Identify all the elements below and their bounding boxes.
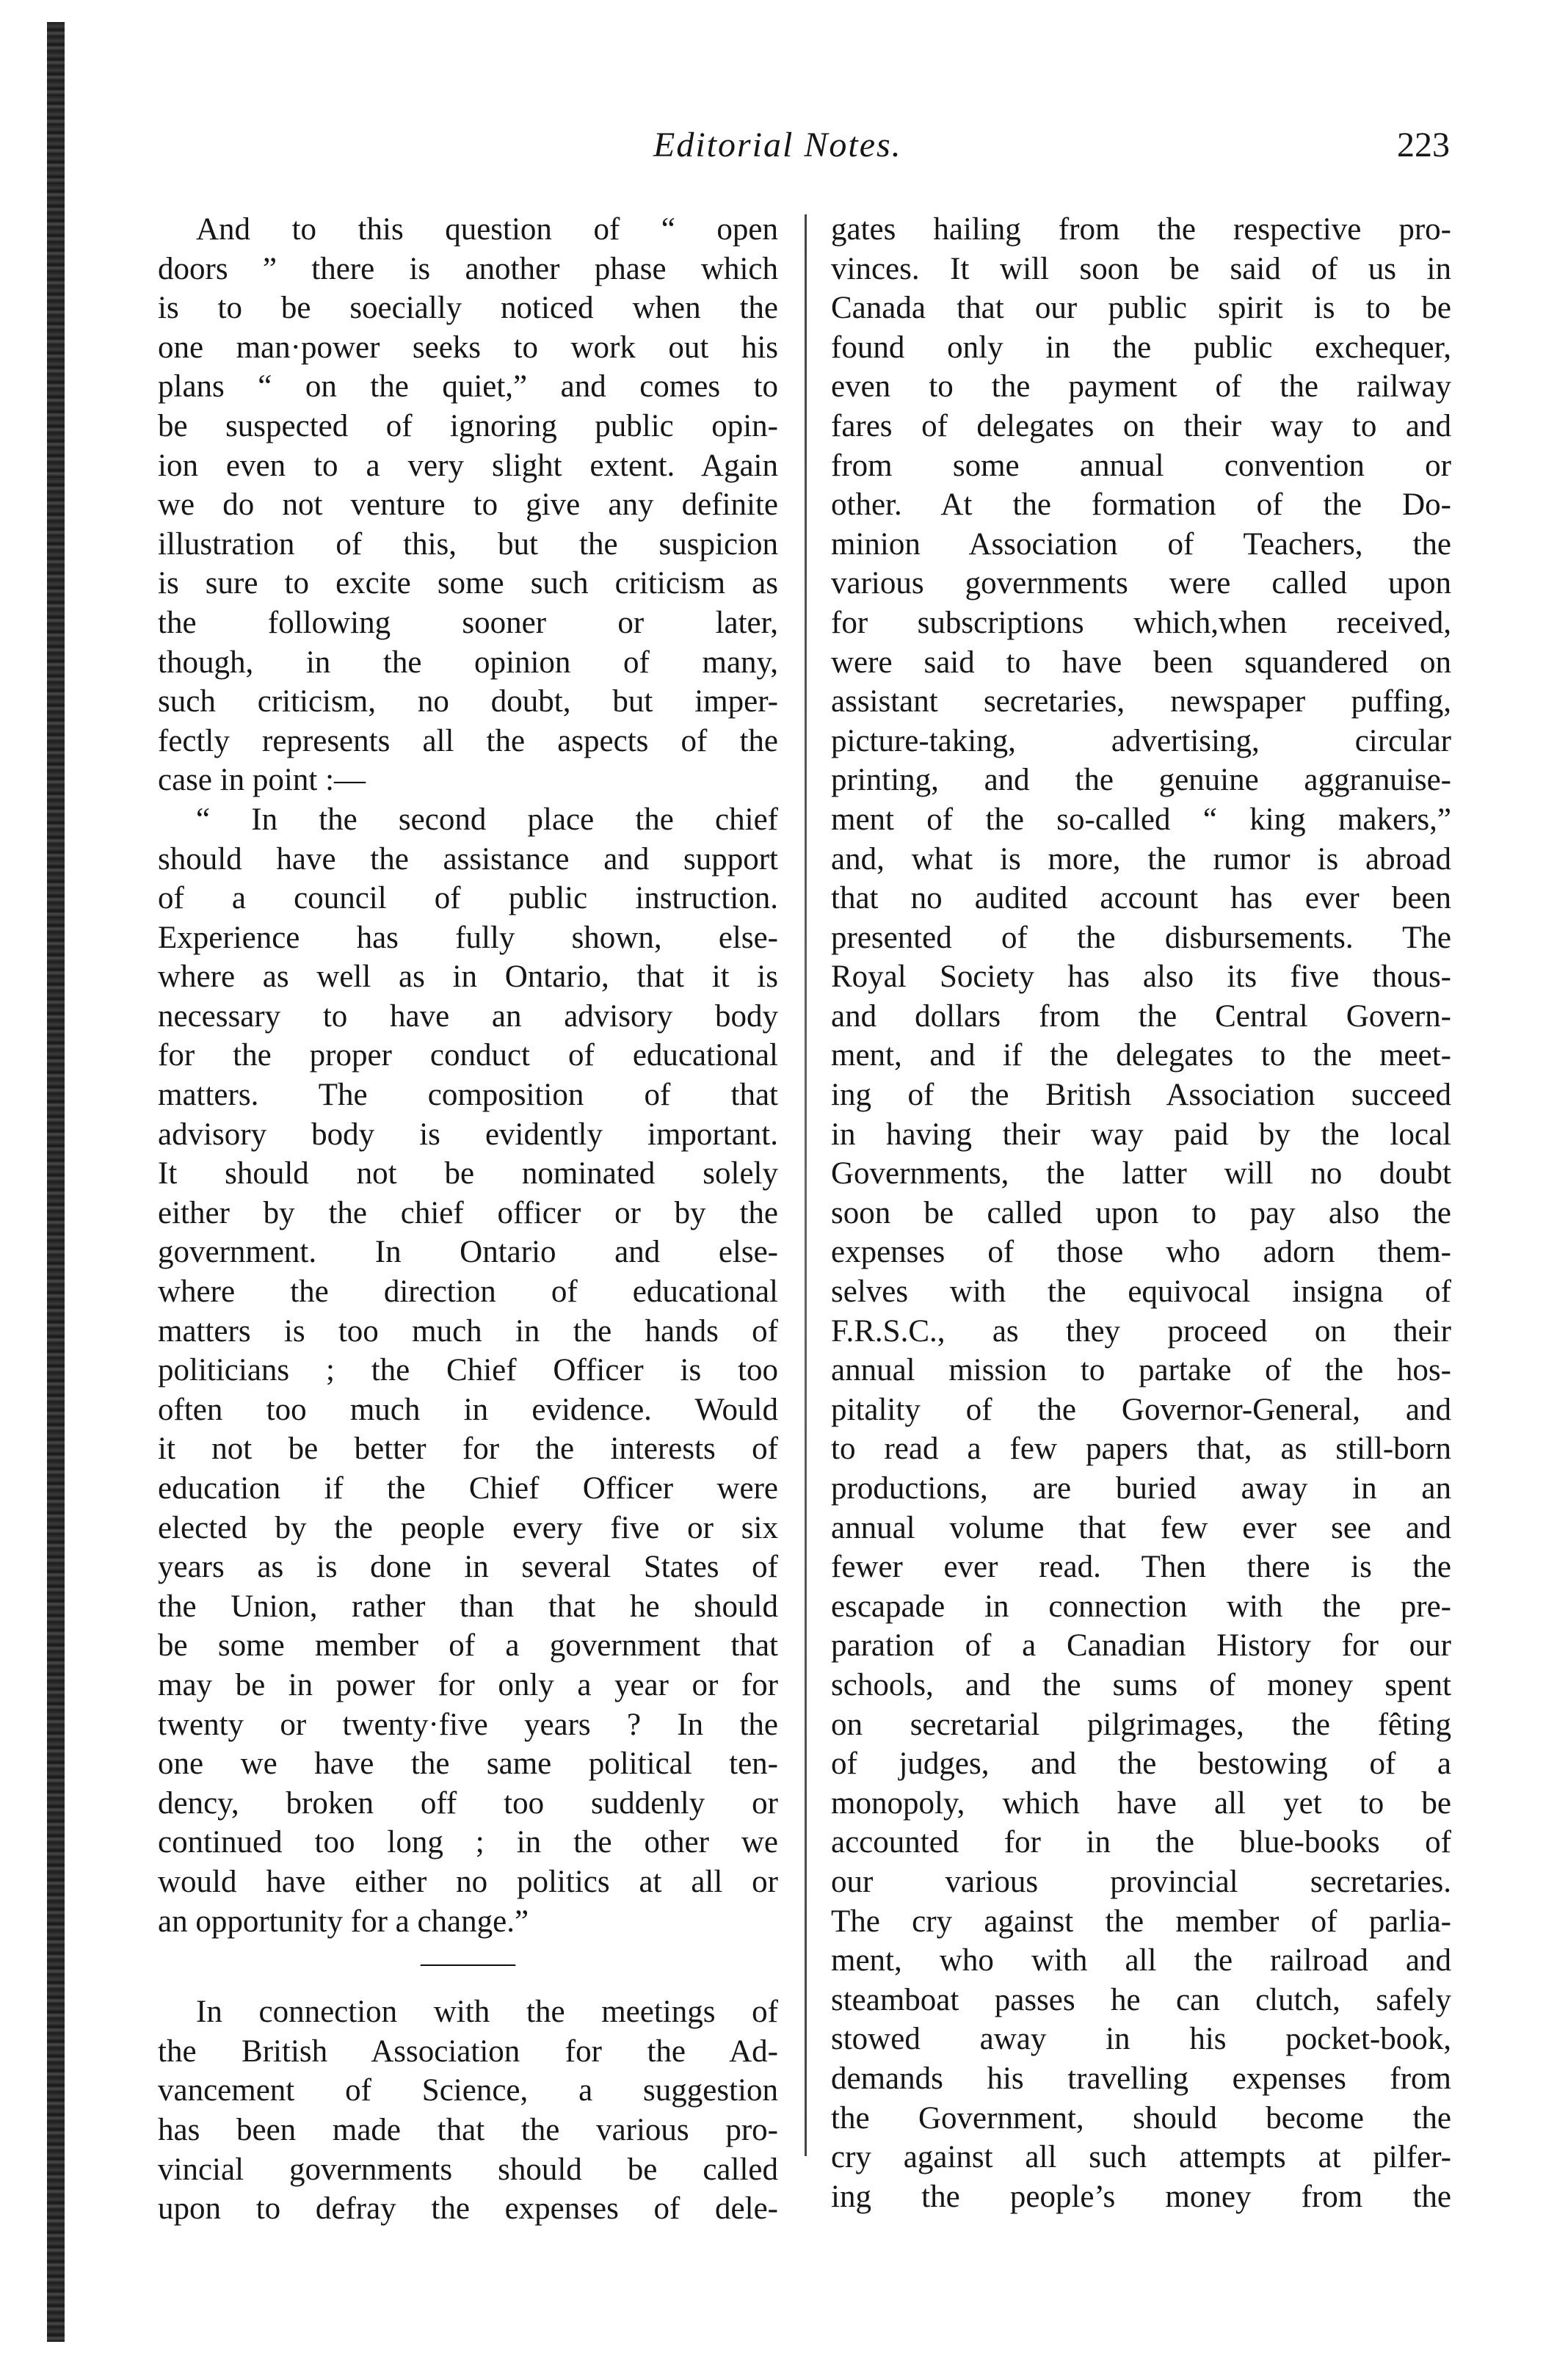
text-line: picture-taking, advertising, circular (831, 723, 1451, 758)
text-line: “ In the second place the chief (196, 802, 778, 837)
text-line: the British Association for the Ad- (158, 2034, 778, 2069)
text-line: escapade in connection with the pre- (831, 1589, 1451, 1624)
text-line: is sure to excite some such criticism as (158, 566, 778, 601)
text-line: paration of a Canadian History for our (831, 1628, 1451, 1664)
text-line: an opportunity for a change.” (158, 1904, 529, 1939)
text-line: continued too long ; in the other we (158, 1825, 778, 1860)
text-line: ment, who with all the railroad and (831, 1943, 1451, 1978)
text-line: where the direction of educational (158, 1274, 778, 1310)
text-line: in having their way paid by the local (831, 1117, 1451, 1152)
text-line: vinces. It will soon be said of us in (831, 251, 1451, 286)
text-line: from some annual convention or (831, 448, 1451, 483)
text-line: printing, and the genuine aggranuise- (831, 763, 1451, 798)
text-line: stowed away in his pocket-book, (831, 2022, 1451, 2057)
text-line: illustration of this, but the suspicion (158, 526, 778, 562)
text-line: various governments were called upon (831, 566, 1451, 601)
text-line: upon to defray the expenses of dele- (158, 2191, 778, 2227)
text-line: education if the Chief Officer were (158, 1471, 778, 1506)
text-line: of judges, and the bestowing of a (831, 1746, 1451, 1782)
text-line: Royal Society has also its five thous- (831, 959, 1451, 995)
right-column (831, 210, 1451, 2216)
text-line: of a council of public instruction. (158, 881, 778, 916)
text-line: our various provincial secretaries. (831, 1864, 1451, 1899)
text-line: soon be called upon to pay also the (831, 1195, 1451, 1230)
text-line: gates hailing from the respective pro- (831, 212, 1451, 247)
text-line: minion Association of Teachers, the (831, 526, 1451, 562)
text-line: the Union, rather than that he should (158, 1589, 778, 1624)
text-line: pitality of the Governor-General, and (831, 1392, 1451, 1427)
text-line: The cry against the member of parlia- (831, 1904, 1451, 1939)
text-line: case in point :— (158, 763, 366, 798)
text-line: is to be soecially noticed when the (158, 291, 778, 326)
text-line: demands his travelling expenses from (831, 2061, 1451, 2096)
text-line: that no audited account has ever been (831, 881, 1451, 916)
text-line: vancement of Science, a suggestion (158, 2073, 778, 2108)
text-line: selves with the equivocal insigna of (831, 1274, 1451, 1310)
page-number: 223 (1397, 126, 1450, 164)
text-line: vincial governments should be called (158, 2152, 778, 2187)
text-line: Governments, the latter will no doubt (831, 1156, 1451, 1191)
text-line: for the proper conduct of educational (158, 1038, 778, 1073)
text-line: annual mission to partake of the hos- (831, 1353, 1451, 1388)
text-line: schools, and the sums of money spent (831, 1667, 1451, 1702)
text-line: it not be better for the interests of (158, 1432, 778, 1467)
running-title: Editorial Notes. (653, 126, 902, 164)
quotation-block (158, 800, 778, 1941)
section-separator: ——— (421, 1945, 515, 1981)
text-line: found only in the public exchequer, (831, 330, 1451, 365)
text-line: Canada that our public spirit is to be (831, 291, 1451, 326)
left-column (158, 210, 778, 2229)
text-line: F.R.S.C., as they proceed on their (831, 1313, 1451, 1349)
text-line: advisory body is evidently important. (158, 1117, 778, 1152)
text-line: where as well as in Ontario, that it is (158, 959, 778, 995)
text-line: annual volume that few ever see and (831, 1510, 1451, 1545)
text-line: plans “ on the quiet,” and comes to (158, 369, 778, 404)
text-line: ing the people’s money from the (831, 2179, 1451, 2214)
text-line: fewer ever read. Then there is the (831, 1550, 1451, 1585)
text-line: ion even to a very slight extent. Again (158, 448, 778, 483)
paragraph-delegates (831, 210, 1451, 2216)
text-line: presented of the disbursements. The (831, 920, 1451, 955)
text-line: expenses of those who adorn them- (831, 1235, 1451, 1270)
text-line: matters is too much in the hands of (158, 1313, 778, 1349)
text-line: monopoly, which have all yet to be (831, 1785, 1451, 1821)
text-line: other. At the formation of the Do- (831, 487, 1451, 523)
text-line: assistant secretaries, newspaper puffing, (831, 684, 1451, 719)
text-line: be some member of a government that (158, 1628, 778, 1664)
text-line: matters. The composition of that (158, 1078, 778, 1113)
text-line: fares of delegates on their way to and (831, 408, 1451, 443)
text-line: would have either no politics at all or (158, 1864, 778, 1899)
paragraph-open-doors (158, 210, 778, 800)
text-line: doors ” there is another phase which (158, 251, 778, 286)
text-line: fectly represents all the aspects of the (158, 723, 778, 758)
text-line: be suspected of ignoring public opin- (158, 408, 778, 443)
text-line: ment of the so-called “ king makers,” (831, 802, 1451, 837)
text-line: ment, and if the delegates to the meet- (831, 1038, 1451, 1073)
text-line: twenty or twenty·five years ? In the (158, 1707, 778, 1742)
text-line: we do not venture to give any definite (158, 487, 778, 523)
text-line: one man·power seeks to work out his (158, 330, 778, 365)
text-line: may be in power for only a year or for (158, 1667, 778, 1702)
text-line: productions, are buried away in an (831, 1471, 1451, 1506)
text-line: ing of the British Association succeed (831, 1078, 1451, 1113)
text-line: years as is done in several States of (158, 1550, 778, 1585)
text-line: In connection with the meetings of (196, 1995, 778, 2030)
text-line: were said to have been squandered on (831, 645, 1451, 680)
text-line: And to this question of “ open (196, 212, 778, 247)
text-line: either by the chief officer or by the (158, 1195, 778, 1230)
text-line: has been made that the various pro- (158, 2112, 778, 2147)
text-line: government. In Ontario and else- (158, 1235, 778, 1270)
text-line: Experience has fully shown, else- (158, 920, 778, 955)
text-line: for subscriptions which,when received, (831, 605, 1451, 640)
text-line: and, what is more, the rumor is abroad (831, 841, 1451, 877)
text-line: should have the assistance and support (158, 841, 778, 877)
text-line: to read a few papers that, as still-born (831, 1432, 1451, 1467)
text-line: though, in the opinion of many, (158, 645, 778, 680)
text-line: one we have the same political ten- (158, 1746, 778, 1782)
text-line: elected by the people every five or six (158, 1510, 778, 1545)
text-line: It should not be nominated solely (158, 1156, 778, 1191)
binding-edge (47, 22, 65, 2342)
text-line: the following sooner or later, (158, 605, 778, 640)
paragraph-british-association (158, 1992, 778, 2229)
text-line: such criticism, no doubt, but imper- (158, 684, 778, 719)
text-line: even to the payment of the railway (831, 369, 1451, 404)
column-divider (805, 214, 807, 2156)
text-line: steamboat passes he can clutch, safely (831, 1982, 1451, 2017)
text-line: cry against all such attempts at pilfer- (831, 2140, 1451, 2175)
text-line: the Government, should become the (831, 2100, 1451, 2136)
text-line: accounted for in the blue-books of (831, 1825, 1451, 1860)
text-line: often too much in evidence. Would (158, 1392, 778, 1427)
text-line: necessary to have an advisory body (158, 998, 778, 1034)
text-line: on secretarial pilgrimages, the fêting (831, 1707, 1451, 1742)
text-line: politicians ; the Chief Officer is too (158, 1353, 778, 1388)
text-line: and dollars from the Central Govern- (831, 998, 1451, 1034)
text-line: dency, broken off too suddenly or (158, 1785, 778, 1821)
